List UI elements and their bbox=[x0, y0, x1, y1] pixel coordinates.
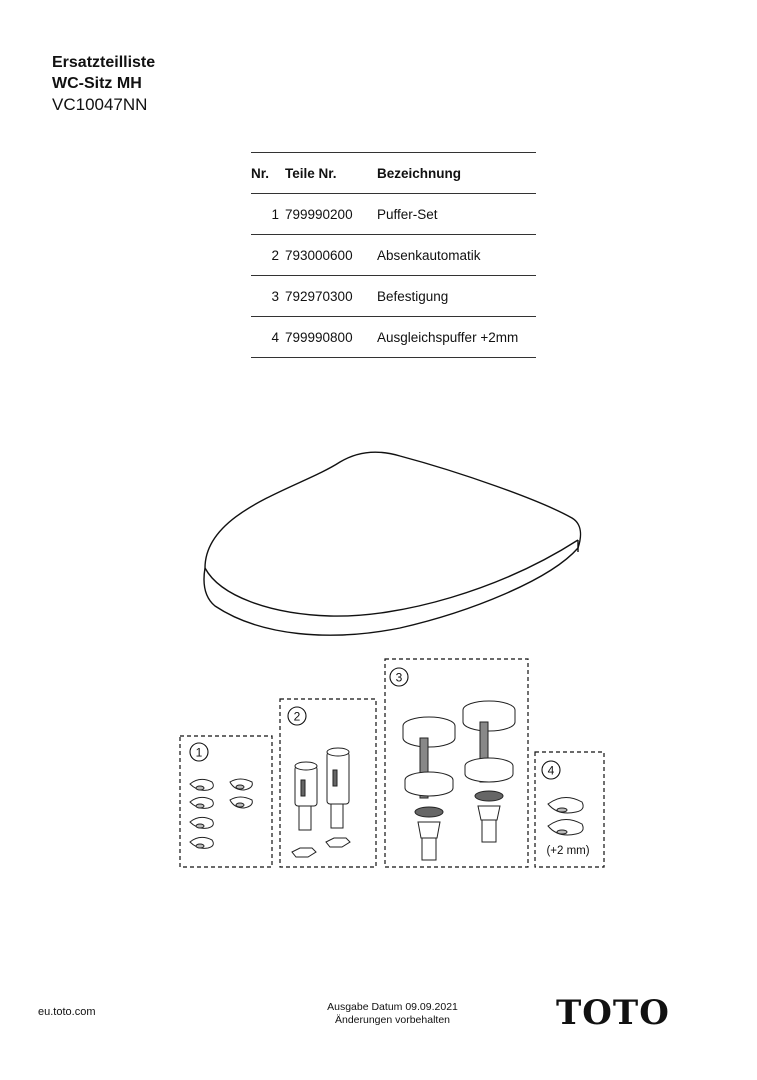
row-description: Absenkautomatik bbox=[377, 235, 536, 276]
compensating-buffer-illustration bbox=[548, 797, 583, 835]
row-part-number: 799990200 bbox=[285, 194, 377, 235]
row-nr: 3 bbox=[271, 288, 279, 304]
header-description: Bezeichnung bbox=[377, 153, 536, 194]
row-part-number: 799990800 bbox=[285, 317, 377, 358]
buffer-set-illustration bbox=[190, 779, 252, 848]
title-line-1: Ersatzteilliste bbox=[52, 54, 156, 71]
fixing-set-illustration bbox=[403, 701, 515, 860]
callout-label-2: 2 bbox=[293, 709, 301, 724]
header-nr: Nr. bbox=[251, 153, 285, 194]
row-part-number: 793000600 bbox=[285, 235, 377, 276]
row-description: Puffer-Set bbox=[377, 194, 536, 235]
callout-label-3: 3 bbox=[395, 670, 403, 685]
change-notice: Änderungen vorbehalten bbox=[334, 1014, 450, 1026]
callout-label-1: 1 bbox=[195, 745, 203, 760]
toilet-seat-illustration bbox=[204, 452, 580, 635]
row-nr: 2 bbox=[271, 247, 279, 263]
footer-url: eu.toto.com bbox=[38, 1006, 96, 1018]
footer-issue-info bbox=[300, 1001, 485, 1027]
soft-close-illustration bbox=[292, 748, 350, 857]
row-description: Befestigung bbox=[377, 276, 536, 317]
toto-logo: TOTO bbox=[556, 993, 670, 1033]
callout-label-4: 4 bbox=[547, 763, 555, 778]
model-number: VC10047NN bbox=[52, 95, 148, 114]
row-description: Ausgleichspuffer +2mm bbox=[377, 317, 536, 358]
row-nr: 4 bbox=[271, 329, 279, 345]
title-line-2: WC-Sitz MH bbox=[52, 75, 142, 92]
part-4-note: (+2 mm) bbox=[546, 845, 590, 857]
row-nr: 1 bbox=[271, 206, 279, 222]
issue-date: Ausgabe Datum 09.09.2021 bbox=[327, 1001, 458, 1013]
row-part-number: 792970300 bbox=[285, 276, 377, 317]
header-part-number: Teile Nr. bbox=[285, 153, 377, 194]
